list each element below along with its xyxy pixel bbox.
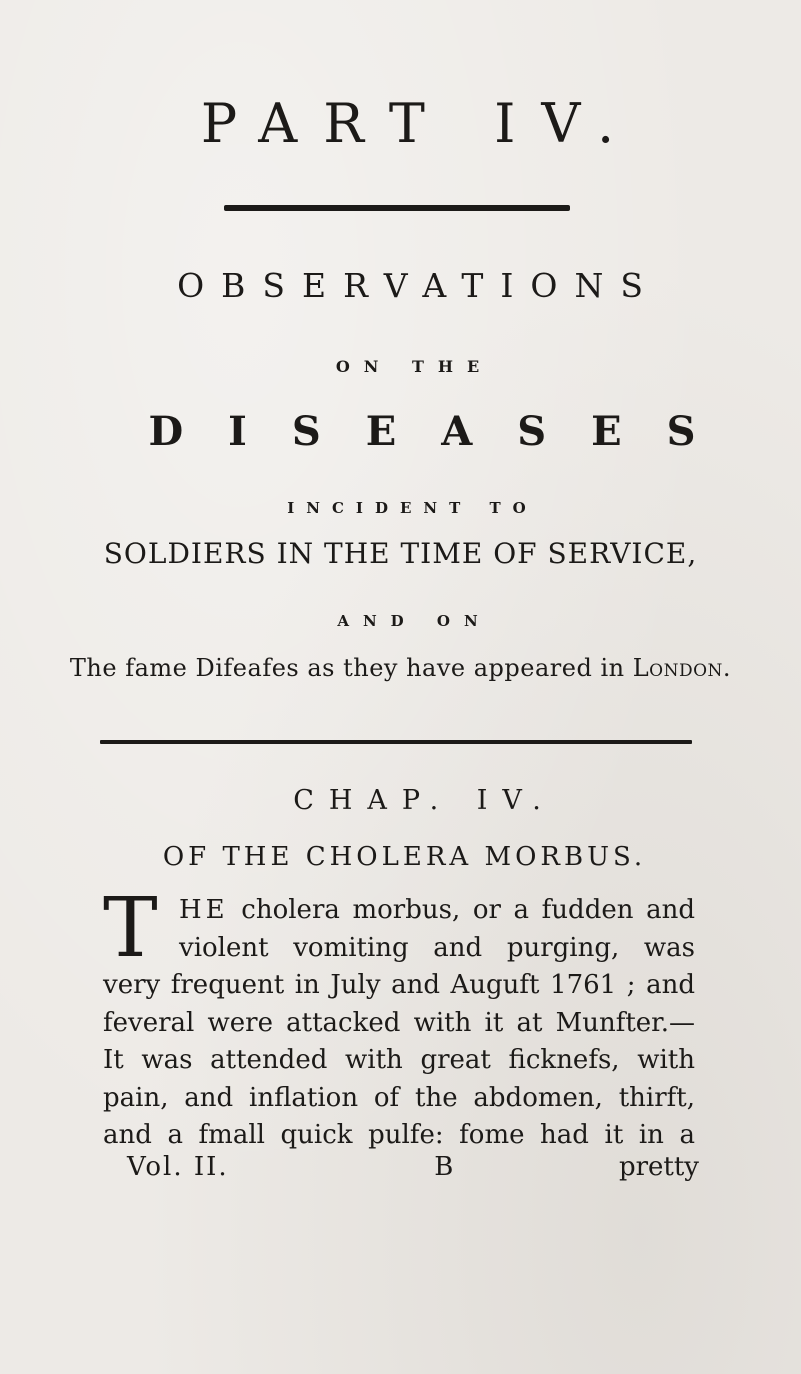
body-line: It was attended with great ficknefs, with xyxy=(103,1045,695,1075)
title-diseases: DISEASES xyxy=(148,408,741,455)
volume-mark: Vol. II. xyxy=(127,1152,229,1182)
body-line xyxy=(103,892,695,930)
title-and-on: AND ON xyxy=(337,612,492,630)
title-observations: OBSERVATIONS xyxy=(177,266,660,305)
chapter-number: CHAP. IV. xyxy=(293,785,556,816)
signature-mark: B xyxy=(434,1152,454,1182)
middle-rule xyxy=(100,740,692,744)
place-london: London. xyxy=(632,654,732,682)
same-diseases-text: The fame Difeafes as they have appeared in xyxy=(69,654,633,682)
top-rule xyxy=(224,205,570,211)
body-line: feveral were attacked with it at Munfter.— xyxy=(103,1007,695,1038)
body-line: pain, and inflation of the abdomen, thirft, xyxy=(103,1082,695,1113)
page-footer xyxy=(127,1152,699,1182)
catchword: pretty xyxy=(618,1152,699,1182)
body-line: violent vomiting and purging, was xyxy=(179,932,695,963)
title-same-diseases xyxy=(0,654,801,682)
line-rest: cholera morbus, or a fudden and xyxy=(241,895,695,925)
part-heading: PART IV. xyxy=(200,92,641,155)
drop-cap: T xyxy=(103,896,158,968)
body-paragraph xyxy=(103,892,695,1155)
chapter-heading: OF THE CHOLERA MORBUS. xyxy=(162,842,647,872)
body-line: and a fmall quick pulfe: fome had it in a xyxy=(103,1120,695,1150)
title-soldiers: SOLDIERS IN THE TIME OF SERVICE, xyxy=(103,537,698,570)
title-incident-to: INCIDENT TO xyxy=(287,499,538,517)
body-line: very frequent in July and Auguft 1761 ; and xyxy=(103,970,695,1000)
line-cap: HE xyxy=(179,895,229,925)
title-on-the: ON THE xyxy=(335,357,494,376)
